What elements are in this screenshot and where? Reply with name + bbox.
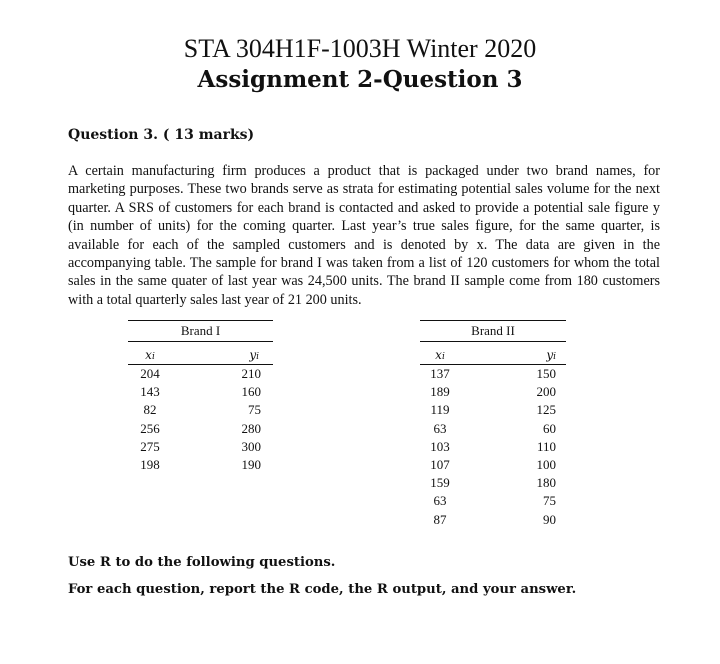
brand-2-table [420, 320, 566, 529]
brand-1-y-cell: 75 [248, 402, 261, 418]
instruction-use-r: Use R to do the following questions. [68, 555, 336, 570]
brand-2-x-cell: 137 [430, 366, 450, 381]
brand-2-x-cell: 63 [433, 493, 447, 509]
brand-2-y-cell: 150 [536, 366, 556, 381]
brand-1-title: Brand I [128, 320, 273, 342]
brand-2-x-cell: 103 [430, 438, 450, 454]
course-title: STA 304H1F-1003H Winter 2020 [183, 34, 537, 63]
brand-2-x-cell: 107 [430, 456, 450, 472]
brand-2-x-header: xi [435, 348, 445, 362]
brand-2-y-cell: 90 [543, 511, 556, 527]
brand-1-row [128, 456, 273, 474]
brand-2-x-cell: 159 [430, 475, 450, 491]
brand-1-row [128, 438, 273, 456]
brand-1-x-cell: 143 [140, 384, 160, 400]
brand-2-x-cell: 63 [433, 420, 447, 436]
brand-1-y-cell: 300 [241, 438, 261, 454]
brand-1-row [128, 401, 273, 419]
brand-2-y-cell: 200 [536, 384, 556, 400]
brand-2-y-cell: 75 [543, 493, 556, 509]
brand-1-column-header [128, 346, 273, 365]
brand-1-row [128, 365, 273, 383]
brand-2-row [420, 492, 566, 510]
brand-1-row [128, 383, 273, 401]
brand-1-x-cell: 275 [140, 438, 160, 454]
brand-2-row [420, 438, 566, 456]
brand-1-rows [128, 365, 273, 474]
brand-2-y-cell: 180 [536, 475, 556, 491]
brand-2-row [420, 401, 566, 419]
brand-1-y-cell: 190 [241, 456, 261, 472]
brand-2-title: Brand II [420, 320, 566, 342]
brand-2-row [420, 456, 566, 474]
brand-1-y-header: yi [249, 348, 259, 362]
assignment-title: Assignment 2-Question 3 [197, 66, 523, 93]
brand-1-y-cell: 210 [241, 366, 261, 381]
brand-2-x-cell: 87 [433, 511, 447, 527]
brand-2-row [420, 420, 566, 438]
brand-2-x-cell: 119 [430, 402, 450, 418]
instruction-report: For each question, report the R code, the R output, and your answer. [68, 582, 577, 597]
brand-2-y-cell: 110 [536, 438, 556, 454]
brand-1-x-cell: 204 [140, 366, 160, 381]
brand-2-y-header: yi [546, 348, 556, 362]
brand-1-table [128, 320, 273, 474]
brand-2-column-header [420, 346, 566, 365]
brand-1-x-header: xi [145, 348, 155, 362]
brand-2-x-cell: 189 [430, 384, 450, 400]
question-marks: ( 13 marks) [162, 127, 255, 143]
brand-1-x-cell: 256 [140, 420, 160, 436]
brand-2-row [420, 511, 566, 529]
brand-2-rows [420, 365, 566, 529]
brand-1-y-cell: 160 [241, 384, 261, 400]
brand-1-y-cell: 280 [241, 420, 261, 436]
brand-2-y-cell: 100 [536, 456, 556, 472]
brand-2-row [420, 365, 566, 383]
brand-2-y-cell: 60 [543, 420, 556, 436]
question-label: Question 3. [68, 127, 158, 143]
question-text: A certain manufacturing firm produces a product that is packaged under two brand names, for marketing purposes. These two brands serve as strata for estimating potential sales volume for the next quarter. A SRS of customers for each brand is contacted and asked to provide a potential sale figure y (in number of units) for the coming quarter. Last year’s true sales figure, for the same quarter, is available for each of the sampled customers and is denoted by x. The data are given in the accompanying table. The sample for brand I was taken from a list of 120 customers for whom the total sales in the same quater of last year was 24,500 units. The brand II sample come from 180 customers with a total quarterly sales last year of 21 200 units. [68, 163, 660, 308]
brand-2-row [420, 383, 566, 401]
brand-2-row [420, 474, 566, 492]
brand-1-row [128, 420, 273, 438]
brand-2-y-cell: 125 [536, 402, 556, 418]
brand-1-x-cell: 82 [143, 402, 157, 418]
question-heading [68, 127, 254, 143]
brand-1-x-cell: 198 [140, 456, 160, 472]
